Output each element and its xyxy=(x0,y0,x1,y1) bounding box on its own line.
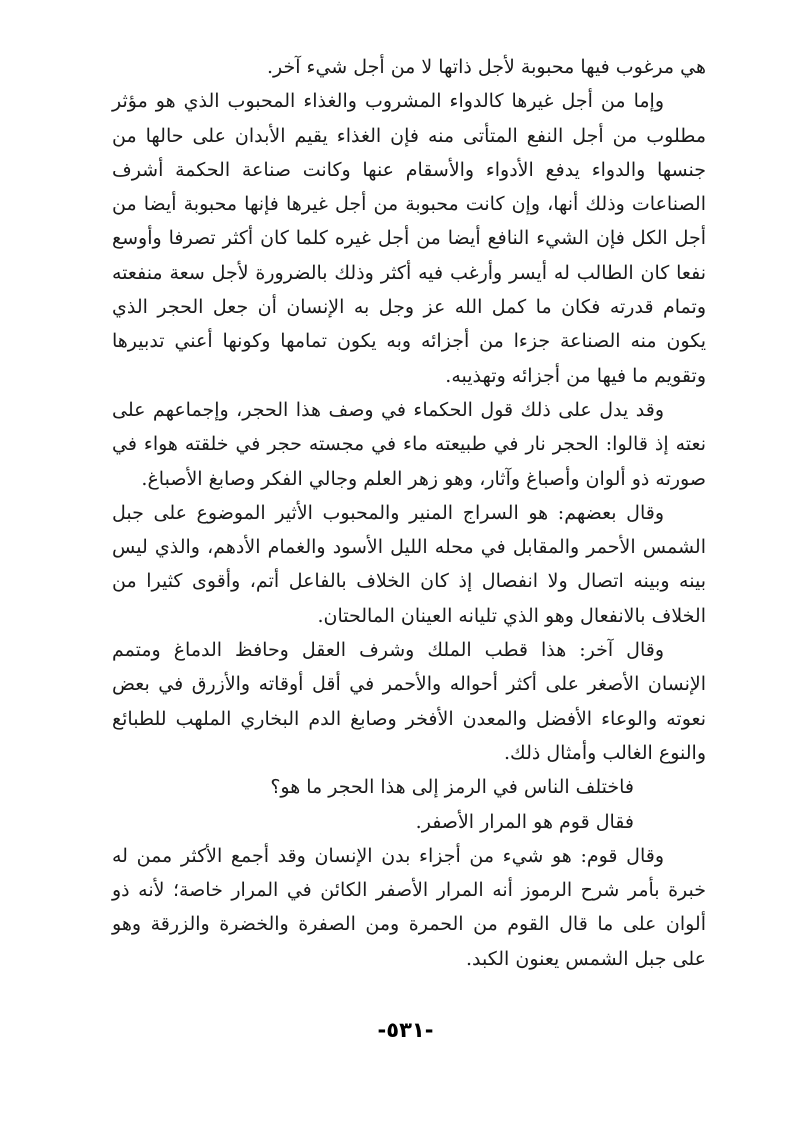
page-number: -٥٣١- xyxy=(377,1018,434,1042)
paragraph-2: وإما من أجل غيرها كالدواء المشروب والغذاء المحبوب الذي هو مؤثر مطلوب من أجل النفع المتأتى منه فإن الغذاء يقيم الأبدان على حالها من جنسها والدواء يدفع الأدواء والأسقام عنها وكانت صناعة الحكمة أشرف الصناعات وذلك أنها، وإن كانت محبوبة من أجل غيرها فإنها محبوبة أيضا من أجل الكل فإن الشيء النافع أيضا من أجل غيره كلما كان أكثر تصرفا وأوسع نفعا كان الطالب له أيسر وأرغب فيه أكثر وذلك بالضرورة لأجل سعة منفعته وتمام قدرته فكان ما كمل الله عز وجل به الإنسان أن جعل الحجر الذي يكون منه الصناعة جزءا من أجزائه وبه يكون تمامها وكونها أعني تدبيرها وتقويم ما فيها من أجزائه وتهذيبه. xyxy=(112,90,706,387)
paragraph-5: وقال آخر: هذا قطب الملك وشرف العقل وحافظ الدماغ ومتمم الإنسان الأصغر على أكثر أحواله والأحمر في أقل أوقاته والأزرق في بعض نعوته والوعاء الأفضل والمعدن الأفخر وصابغ الدم البخاري الملهب للطبائع والنوع الغالب وأمثال ذلك. xyxy=(112,639,706,764)
paragraph-7: فقال قوم هو المرار الأصفر. xyxy=(415,810,634,833)
paragraph-8: وقال قوم: هو شيء من أجزاء بدن الإنسان وقد أجمع الأكثر ممن له خبرة بأمر شرح الرموز أنه المرار الأصفر الكائن في المرار خاصة؛ لأنه ذو ألوان على ما قال القوم من الحمرة ومن الصفرة والخضرة والزرقة وهو على جبل الشمس يعنون الكبد. xyxy=(112,844,706,970)
body-text xyxy=(112,50,706,976)
paragraph-4: وقال بعضهم: هو السراج المنير والمحبوب الأثير الموضوع على جبل الشمس الأحمر والمقابل في محله الليل الأسود والغمام الأدهم، والذي ليس بينه وبينه اتصال ولا انفصال إذ كان الخلاف بالفاعل أتم، وأقوى كثيرا من الخلاف بالانفعال وهو الذي تليانه العينان المالحتان. xyxy=(112,501,706,627)
paragraph-6: فاختلف الناس في الرمز إلى هذا الحجر ما هو؟ xyxy=(270,776,634,799)
paragraph-1: هي مرغوب فيها محبوبة لأجل ذاتها لا من أجل شيء آخر. xyxy=(266,56,706,78)
paragraph-3: وقد يدل على ذلك قول الحكماء في وصف هذا الحجر، وإجماعهم على نعته إذ قالوا: الحجر نار في طبيعته ماء في مجسته حجر في خلقته هواء في صورته ذو ألوان وأصباغ وآثار، وهو زهر العلم وجالي الفكر وصابغ الأصباغ. xyxy=(112,398,706,490)
